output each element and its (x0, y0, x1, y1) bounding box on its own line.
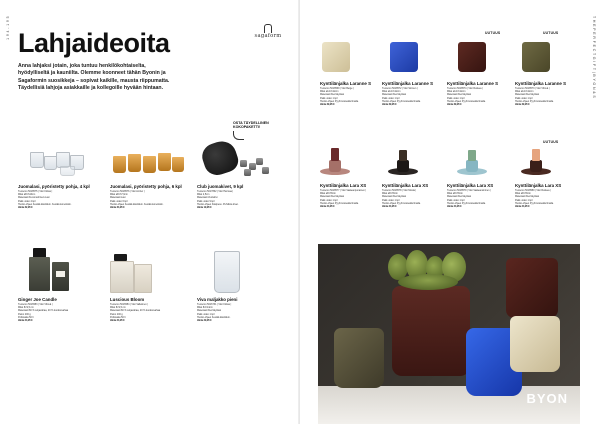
product-name: Kynttilänjalka Laranne S (382, 81, 433, 86)
product-caption (197, 184, 279, 209)
byon-logo: BYON (526, 391, 568, 406)
product-caption (197, 297, 279, 322)
product-specs: Tuotenro 5016584 | Väri Valkoinen | Mitat 8×9,5 cm Materiaali 80 % soijavahaa, 20 % kookosvahaa Paino 200 g Polttoaika 50 h Hinta 24,95 € (110, 302, 161, 323)
product-name: Viva maljakko pieni (197, 297, 238, 302)
product-name: Club juomakivet, 9 kpl (197, 184, 244, 189)
brown-vase-small (506, 258, 558, 318)
product-specs: Tuotenro 5018572 | Väri Sininen | Mitat ø12×h12cm Materiaali Kierrätyslasi Pakk.-koko 1 kpl Huolto-ohjeet Pyyhi kostealla liinalla. Hinta 39,95 € (382, 86, 421, 107)
page-title: Lahjaideoita (18, 28, 170, 58)
page-number-left: 1 9 4 - 1 9 5 (6, 16, 10, 40)
product-name: Kynttilänjalka Laranne S (447, 81, 498, 86)
product-caption (320, 81, 382, 106)
brown-vase (392, 286, 470, 376)
product-caption (320, 183, 382, 208)
product-caption (18, 184, 98, 209)
product-image (522, 42, 550, 72)
product-name: Juomalasi, pyöristetty pohja, 4 kpl (18, 184, 90, 189)
product-name: Kynttilänjalka Lara XS (382, 183, 429, 188)
product-specs: Tuotenro 5018577 | Väri Vaaleanpunainen | Mitat ø8×h5cm Materiaali Kierrätyslasi Pakk.-koko 1 kpl Huolto-ohjeet Pyyhi kostealla liinalla. Hinta 24,95 € (320, 188, 367, 209)
product-name: Ginger Joe Candle (18, 297, 57, 302)
page-number-right: T H E P E R F E C T G I F T | B Y O N & S (592, 16, 596, 99)
product-image (458, 42, 486, 72)
product-image (214, 251, 240, 293)
product-name: Kynttilänjalka Lara XS (447, 183, 494, 188)
product-specs: Tuotenro 5016583 | Väri Vihreä | Mitat 8×9,5 cm Materiaali 80 % soijavahaa, 20 % kookosvahaa Paino 200 g Polttoaika 50 h Hinta 24,95 € (18, 302, 69, 323)
product-name: Kynttilänjalka Lara XS (515, 183, 562, 188)
product-specs: Tuotenro 5017862 | Väri Harmaa | Mitat 2,5cm Materiaali Vuolukivi Pakk.-koko 9 kpl Huolto-ohjeet Käsipesu. Puhdista kivet. Hinta 19,95 € (197, 189, 239, 210)
product-specs: Tuotenro 5018575 | Väri Kirkas | Mitat ø8×h10cm Materiaali Kuonnanhiveri-Lasi Pakk.-koko 4 kpl Huolto-ohjeet Kestää käsitiskin. Kestää konetiskin. Hinta 32,95 € (18, 189, 72, 210)
product-caption (18, 297, 98, 322)
new-badge: UUTUUS (485, 31, 501, 35)
sagaform-logo-icon (264, 24, 272, 33)
product-caption (515, 183, 579, 208)
product-image (199, 138, 241, 179)
product-image (322, 42, 350, 72)
bundle-note: OSTA TÄYDELLINEN KOKOPAKETTI! (233, 121, 269, 130)
arrow-icon (233, 131, 244, 140)
product-image (390, 42, 418, 72)
product-specs: Tuotenro 5018579 | Väri Vaaleansininen | Mitat ø8×h5cm Materiaali Kierrätyslasi Pakk.-koko 1 kpl Huolto-ohjeet Pyyhi kostealla liinalla. Hinta 24,95 € (447, 188, 491, 209)
product-specs: Tuotenro 5018580 | Väri Ruskea | Mitat ø8×h5cm Materiaali Kierrätyslasi Pakk.-koko 1 kpl Huolto-ohjeet Pyyhi kostealla liinalla. Hinta 24,95 € (515, 188, 554, 209)
product-name: Luscious Bloom (110, 297, 145, 302)
product-name: Kynttilänjalka Laranne S (515, 81, 566, 86)
product-specs: Tuotenro 5016731 | Väri Kirkas | Mitat 8×h14cm Materiaali Kierrätyslasi Pakk.-koko 1 kpl Huolto-ohjeet Kestää käsitiskin. Hinta 29,95 € (197, 302, 232, 323)
lifestyle-photo (318, 244, 580, 424)
sagaform-logo: sagaform (248, 24, 288, 39)
product-name: Kynttilänjalka Laranne S (320, 81, 371, 86)
product-name: Kynttilänjalka Lara XS (320, 183, 367, 188)
product-image (113, 156, 126, 173)
product-specs: Tuotenro 5018573 | Väri Vihreä | Mitat ø12×h12cm Materiaali Kierrätyslasi Pakk.-koko 1 kpl Huolto-ohjeet Pyyhi kostealla liinalla. Hinta 39,95 € (515, 86, 554, 107)
product-specs: Tuotenro 5018578 | Väri Musta | Mitat ø8×h5cm Materiaali Kierrätyslasi Pakk.-koko 1 kpl Huolto-ohjeet Pyyhi kostealla liinalla. Hinta 24,95 € (382, 188, 421, 209)
product-caption (382, 81, 444, 106)
product-caption (447, 183, 509, 208)
product-image (114, 254, 127, 261)
product-specs: Tuotenro 5018569 | Väri Beige | Mitat ø12×h12cm Materiaali Kierrätyslasi Pakk.-koko 1 kpl Huolto-ohjeet Pyyhi kostealla liinalla. Hinta 39,95 € (320, 86, 359, 107)
beige-vase (510, 316, 560, 372)
new-badge: UUTUUS (543, 31, 559, 35)
product-caption (447, 81, 509, 106)
product-specs: Tuotenro 5018576 | Väri Amber | Mitat ø8×h7,6cm Materiaali Lasi Pakk.-koko 6 kpl Huolto-ohjeet Kestää käsitiskin. Kestää konetiskin. Hinta 34,95 € (110, 189, 164, 210)
product-caption (110, 297, 192, 322)
new-badge: UUTUUS (543, 140, 559, 144)
intro-text: Anna lahjaksi jotain, joka tuntuu henkilökohtaiselta, hyödylliseltä ja kauniilta. Olemme koonneet tähän Byonin ja Sagaformin suosikkeja – sopivat kaikille, mausta riippumatta. Täydellisiä lahjoja asiakkaille ja kollegoille hyvään hintaan. (18, 63, 170, 92)
olive-vase (334, 328, 384, 388)
product-caption (110, 184, 192, 209)
product-specs: Tuotenro 5018574 | Väri Ruskea | Mitat ø12×h12cm Materiaali Kierrätyslasi Pakk.-koko 1 kpl Huolto-ohjeet Pyyhi kostealla liinalla. Hinta 39,95 € (447, 86, 486, 107)
product-image (30, 152, 44, 168)
product-caption (382, 183, 444, 208)
product-caption (515, 81, 579, 106)
product-name: Juomalasi, pyöristetty pohja, 6 kpl (110, 184, 182, 189)
